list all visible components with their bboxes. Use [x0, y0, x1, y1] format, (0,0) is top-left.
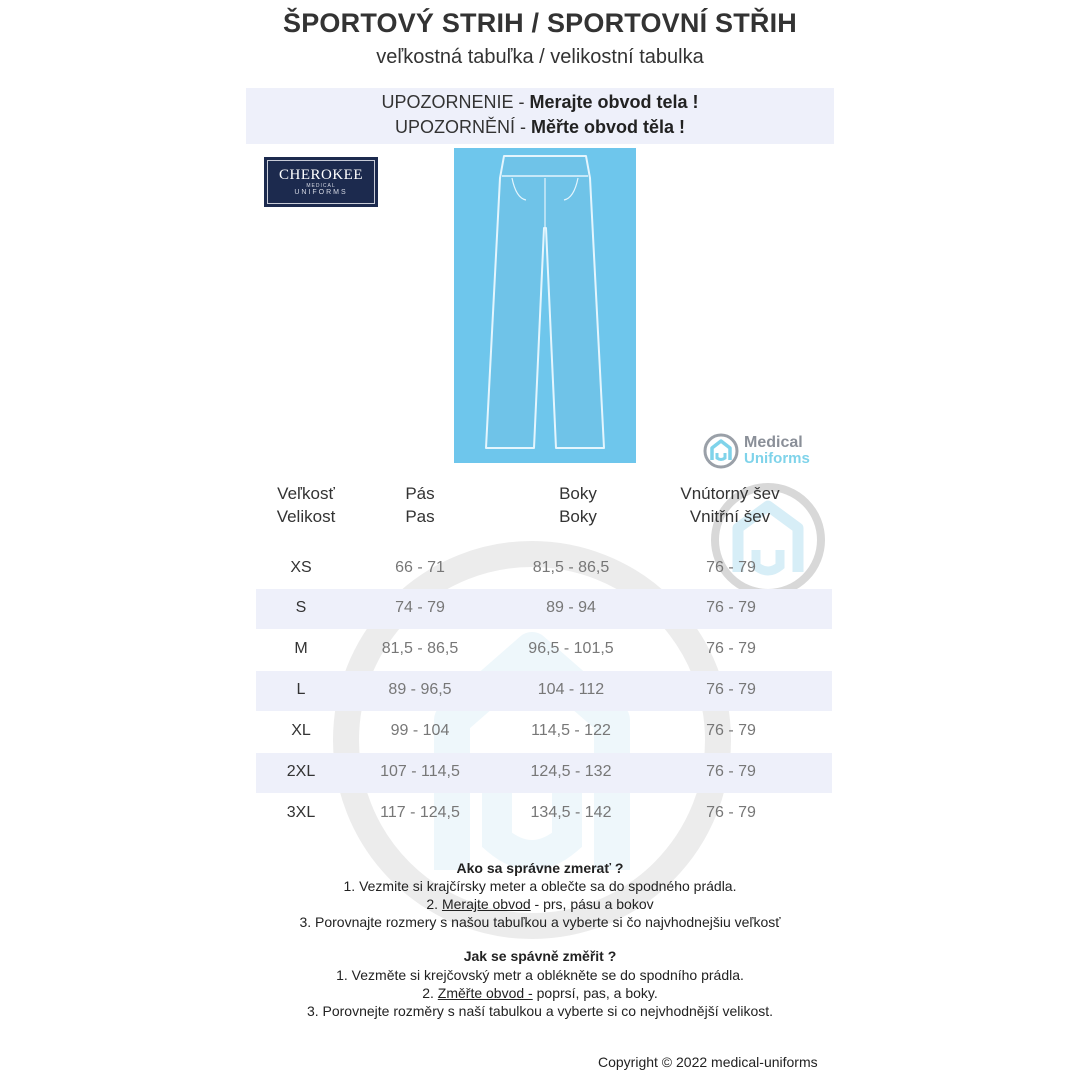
cell-size: S [295, 599, 307, 616]
medical-uniforms-text-2: Uniforms [744, 450, 810, 467]
cell-size: XL [291, 722, 311, 739]
header-hips-cz: Boky [559, 507, 597, 526]
cell-waist: 81,5 - 86,5 [381, 640, 459, 657]
table-row [256, 549, 832, 589]
warning-sk-bold: Merajte obvod tela ! [529, 92, 699, 112]
pants-illustration [454, 148, 636, 463]
header-size-sk: Veľkosť [277, 484, 335, 503]
warning-cz [246, 117, 834, 138]
header-waist-sk: Pás [405, 484, 435, 503]
cell-waist: 99 - 104 [390, 722, 450, 739]
cell-inseam: 76 - 79 [706, 763, 756, 780]
measurement-warning [246, 88, 834, 144]
cell-hips: 134,5 - 142 [530, 804, 612, 821]
table-row [256, 712, 832, 752]
medical-uniforms-logo [702, 432, 832, 472]
cell-inseam: 76 - 79 [706, 804, 756, 821]
page-subtitle: veľkostná tabuľka / velikostní tabulka [376, 46, 704, 68]
cell-hips: 114,5 - 122 [531, 722, 611, 739]
warning-cz-prefix: UPOZORNĚNÍ - [394, 117, 531, 137]
instructions-cz-step-1: 1. Vezměte si krejčovský metr a oblékněte se do spodního prádla. [336, 967, 744, 983]
warning-sk-prefix: UPOZORNENIE - [381, 92, 530, 112]
header-size-cz: Velikost [276, 507, 336, 526]
sk-step-2-suffix: - prs, pásu a bokov [530, 896, 654, 912]
cell-waist: 89 - 96,5 [388, 681, 452, 698]
header-inseam [660, 482, 800, 528]
cell-size: 2XL [286, 763, 316, 780]
cherokee-logo-frame [267, 160, 375, 204]
pants-icon [454, 148, 636, 463]
cherokee-logo-uniforms: UNIFORMS [294, 189, 348, 196]
table-row [256, 794, 832, 834]
sk-step-2-prefix: 2. [426, 896, 442, 912]
instructions-sk-step-1: 1. Vezmite si krajčírsky meter a oblečte sa do spodného prádla. [343, 878, 737, 894]
size-table-header [256, 482, 832, 548]
medical-uniforms-text-1: Medical [744, 434, 803, 451]
cell-size: 3XL [286, 804, 316, 821]
header-size [256, 482, 356, 528]
cherokee-logo-medical: MEDICAL [306, 183, 336, 189]
table-row [256, 630, 832, 670]
instructions-sk-step-2 [0, 896, 1080, 912]
cz-step-2-underlined: Změřte obvod - [437, 985, 533, 1001]
cz-step-2-prefix: 2. [422, 985, 438, 1001]
header-inseam-cz: Vnitřní šev [689, 507, 771, 526]
cell-inseam: 76 - 79 [706, 722, 756, 739]
table-row [256, 589, 832, 629]
instructions-sk-heading: Ako sa správne zmerať ? [456, 860, 624, 876]
cell-hips: 89 - 94 [546, 599, 596, 616]
cell-waist: 66 - 71 [395, 559, 445, 576]
cell-hips: 104 - 112 [537, 681, 605, 698]
page-title: ŠPORTOVÝ STRIH / SPORTOVNÍ STŘIH [283, 8, 797, 38]
header-waist-cz: Pas [405, 507, 435, 526]
cell-waist: 74 - 79 [395, 599, 445, 616]
cherokee-logo [264, 157, 378, 207]
instructions-cz-step-2 [0, 985, 1080, 1001]
cell-size: M [294, 640, 308, 657]
cell-waist: 117 - 124,5 [380, 804, 460, 821]
header-hips-sk: Boky [559, 484, 597, 503]
cell-inseam: 76 - 79 [706, 681, 756, 698]
sk-step-2-underlined: Merajte obvod [441, 896, 531, 912]
table-row [256, 671, 832, 711]
warning-cz-bold: Měřte obvod těla ! [530, 117, 686, 137]
cell-size: L [296, 681, 306, 698]
cell-inseam: 76 - 79 [706, 640, 756, 657]
header-inseam-sk: Vnútorný šev [680, 484, 780, 503]
cell-size: XS [290, 559, 312, 576]
instructions-sk-step-3: 3. Porovnajte rozmery s našou tabuľkou a vyberte si čo najvhodnejšiu veľkosť [299, 914, 781, 930]
copyright-notice: Copyright © 2022 medical-uniforms [598, 1054, 818, 1070]
header-hips [528, 482, 628, 528]
instructions-cz-step-3: 3. Porovnejte rozměry s naší tabulkou a vyberte si co nejvhodnější velikost. [306, 1003, 774, 1019]
warning-sk [246, 92, 834, 113]
instructions-cz-heading: Jak se spávně změřit ? [463, 948, 617, 964]
header-waist [370, 482, 470, 528]
cz-step-2-suffix: poprsí, pas, a boky. [532, 985, 658, 1001]
cell-hips: 96,5 - 101,5 [528, 640, 614, 657]
medical-uniforms-icon [702, 432, 740, 470]
table-row [256, 753, 832, 793]
cell-inseam: 76 - 79 [706, 599, 756, 616]
cell-waist: 107 - 114,5 [380, 763, 460, 780]
cell-hips: 81,5 - 86,5 [532, 559, 610, 576]
cell-hips: 124,5 - 132 [530, 763, 612, 780]
cell-inseam: 76 - 79 [706, 559, 756, 576]
cherokee-logo-name: CHEROKEE [279, 167, 363, 183]
